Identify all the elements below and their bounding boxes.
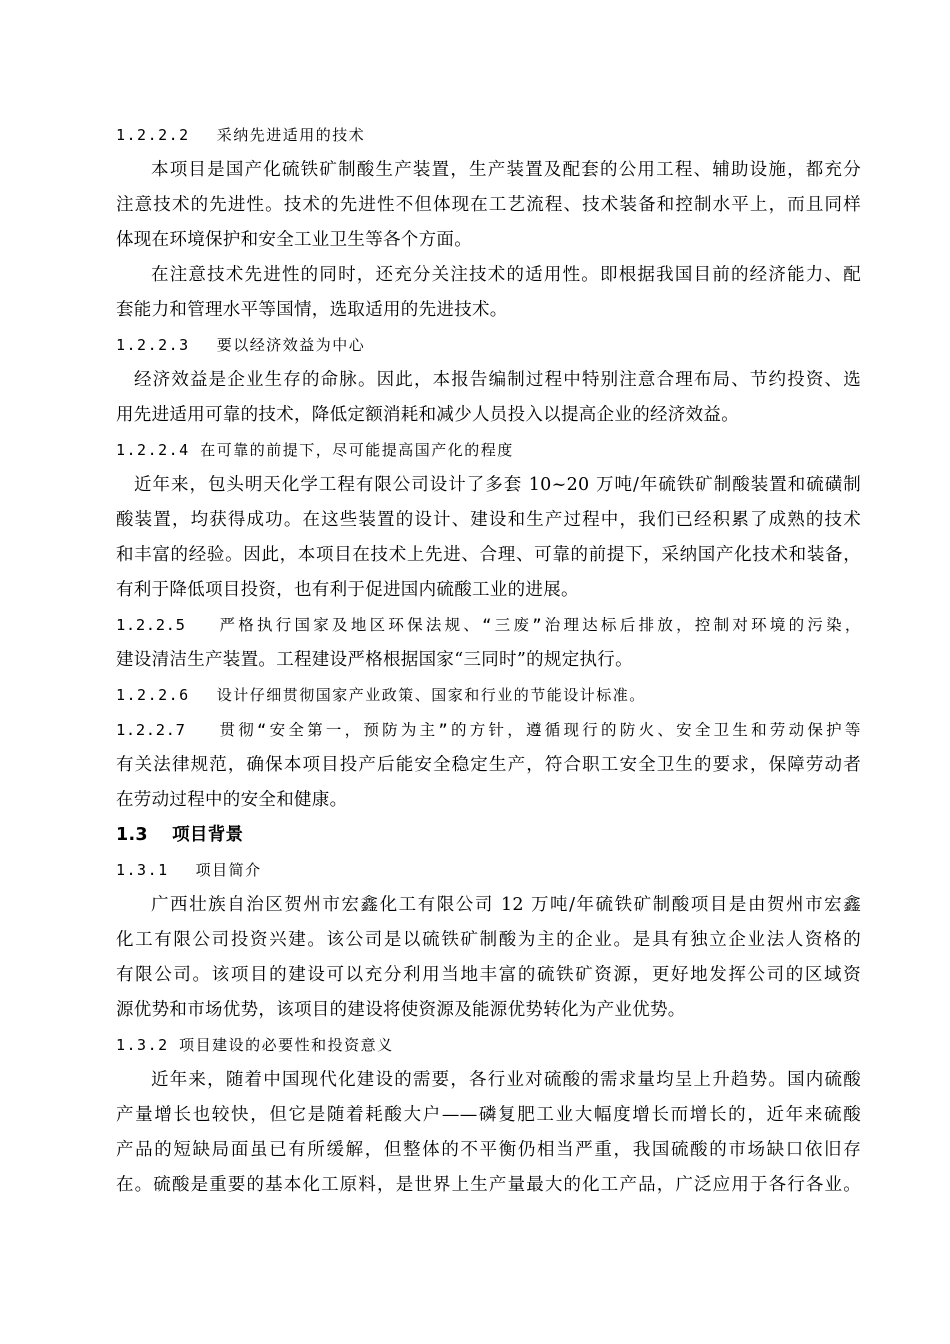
- paragraph-line: 近年来，随着中国现代化建设的需要，各行业对硫酸的需求量均呈上升趋势。国内硫酸: [151, 1070, 861, 1090]
- paragraph-line: 在。硫酸是重要的基本化工原料，是世界上生产量最大的化工产品，广泛应用于各行各业。: [116, 1175, 861, 1195]
- paragraph-line: 经济效益是企业生存的命脉。因此，本报告编制过程中特别注意合理布局、节约投资、选: [134, 370, 861, 390]
- heading-1-2-2-3: 1.2.2.3 要以经济效益为中心: [116, 336, 366, 354]
- paragraph-line: 近年来，包头明天化学工程有限公司设计了多套 10~20 万吨/年硫铁矿制酸装置和硫磺制: [134, 475, 861, 495]
- paragraph-line: 产品的短缺局面虽已有所缓解，但整体的不平衡仍相当严重，我国硫酸的市场缺口依旧存: [116, 1140, 861, 1160]
- heading-1-2-2-4: 1.2.2.4 在可靠的前提下，尽可能提高国产化的程度: [116, 441, 514, 459]
- paragraph-line: 建设清洁生产装置。工程建设严格根据国家“三同时”的规定执行。: [116, 650, 633, 670]
- paragraph-line: 在劳动过程中的安全和健康。: [116, 790, 348, 810]
- paragraph-line: 本项目是国产化硫铁矿制酸生产装置，生产装置及配套的公用工程、辅助设施，都充分: [151, 160, 861, 180]
- paragraph-line: 酸装置，均获得成功。在这些装置的设计、建设和生产过程中，我们已经积累了成熟的技术: [116, 510, 861, 530]
- item-1-2-2-7: 1.2.2.7 贯彻“安全第一，预防为主”的方针，遵循现行的防火、安全卫生和劳动保护等: [116, 721, 861, 739]
- paragraph-line: 有限公司。该项目的建设可以充分利用当地丰富的硫铁矿资源，更好地发挥公司的区域资: [116, 965, 861, 985]
- paragraph-line: 有关法律规范，确保本项目投产后能安全稳定生产，符合职工安全卫生的要求，保障劳动者: [116, 755, 861, 775]
- paragraph-line: 产量增长也较快，但它是随着耗酸大户——磷复肥工业大幅度增长而增长的，近年来硫酸: [116, 1105, 861, 1125]
- paragraph-line: 广西壮族自治区贺州市宏鑫化工有限公司 12 万吨/年硫铁矿制酸项目是由贺州市宏鑫: [151, 895, 861, 915]
- paragraph-line: 体现在环境保护和安全工业卫生等各个方面。: [116, 230, 472, 250]
- heading-1-3-1: 1.3.1 项目简介: [116, 861, 262, 879]
- paragraph-line: 化工有限公司投资兴建。该公司是以硫铁矿制酸为主的企业。是具有独立企业法人资格的: [116, 930, 861, 950]
- section-heading-1-3: 1.3 项目背景: [116, 825, 244, 845]
- paragraph-line: 套能力和管理水平等国情，选取适用的先进技术。: [116, 300, 508, 320]
- item-1-2-2-6: 1.2.2.6 设计仔细贯彻国家产业政策、国家和行业的节能设计标准。: [116, 686, 646, 704]
- heading-1-2-2-2: 1.2.2.2 采纳先进适用的技术: [116, 126, 366, 144]
- paragraph-line: 和丰富的经验。因此，本项目在技术上先进、合理、可靠的前提下，采纳国产化技术和装备，: [116, 545, 861, 565]
- paragraph-line: 用先进适用可靠的技术，降低定额消耗和减少人员投入以提高企业的经济效益。: [116, 405, 739, 425]
- heading-1-3-2: 1.3.2 项目建设的必要性和投资意义: [116, 1036, 394, 1054]
- paragraph-line: 源优势和市场优势，该项目的建设将使资源及能源优势转化为产业优势。: [116, 1000, 686, 1020]
- paragraph-line: 有利于降低项目投资，也有利于促进国内硫酸工业的进展。: [116, 580, 579, 600]
- item-1-2-2-5: 1.2.2.5 严格执行国家及地区环保法规、“三废”治理达标后排放，控制对环境的污染，: [116, 616, 861, 634]
- paragraph-line: 注意技术的先进性。技术的先进性不但体现在工艺流程、技术装备和控制水平上，而且同样: [116, 195, 861, 215]
- paragraph-line: 在注意技术先进性的同时，还充分关注技术的适用性。即根据我国目前的经济能力、配: [151, 265, 861, 285]
